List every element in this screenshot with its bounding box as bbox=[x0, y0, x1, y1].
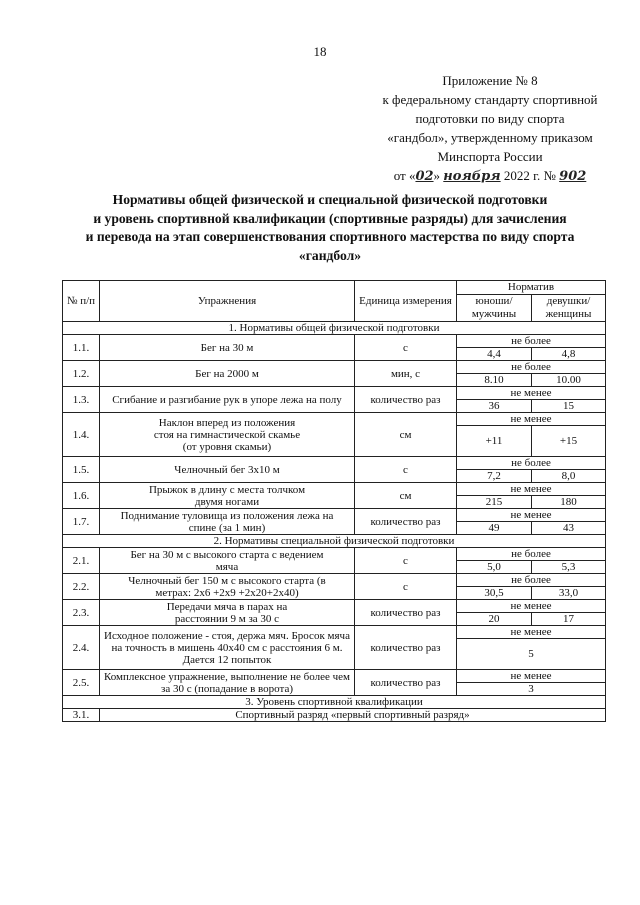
row-exercise: Бег на 30 м bbox=[100, 335, 355, 361]
doc-number-handwritten: 902 bbox=[559, 169, 587, 184]
appendix-line-1: Приложение № 8 bbox=[442, 73, 538, 88]
row-boys-value: 215 bbox=[457, 496, 532, 509]
row-num: 2.3. bbox=[63, 600, 100, 626]
row-girls-value: +15 bbox=[532, 426, 606, 457]
row-unit: с bbox=[355, 335, 457, 361]
row-unit: мин, с bbox=[355, 361, 457, 387]
date-mid: » bbox=[433, 168, 444, 183]
row-exercise: Бег на 2000 м bbox=[100, 361, 355, 387]
date-month-handwritten: ноября bbox=[443, 169, 501, 184]
row-boys-value: 7,2 bbox=[457, 470, 532, 483]
row-condition: не менее bbox=[457, 600, 606, 613]
row-unit: количество раз bbox=[355, 509, 457, 535]
document-title bbox=[40, 191, 620, 265]
row-condition: не менее bbox=[457, 387, 606, 400]
row-girls-value: 17 bbox=[532, 613, 606, 626]
row-condition: не менее bbox=[457, 670, 606, 683]
row-num: 1.2. bbox=[63, 361, 100, 387]
row-exercise: Прыжок в длину с места толчком двумя ногами bbox=[100, 483, 355, 509]
row-num: 1.6. bbox=[63, 483, 100, 509]
header-girls: девушки/ женщины bbox=[532, 295, 606, 322]
appendix-block bbox=[345, 71, 635, 186]
norms-table bbox=[62, 280, 606, 722]
row-exercise: Сгибание и разгибание рук в упоре лежа на полу bbox=[100, 387, 355, 413]
row-exercise: Челночный бег 150 м с высокого старта (в метрах: 2х6 +2х9 +2х20+2х40) bbox=[100, 574, 355, 600]
row-girls-value: 4,8 bbox=[532, 348, 606, 361]
date-prefix: от « bbox=[393, 168, 416, 183]
row-girls-value: 180 bbox=[532, 496, 606, 509]
date-day-handwritten: 02 bbox=[415, 169, 434, 184]
row-exercise: Передачи мяча в парах на расстоянии 9 м за 30 с bbox=[100, 600, 355, 626]
date-year: 2022 г. № bbox=[500, 168, 560, 183]
row-boys-value: 30,5 bbox=[457, 587, 532, 600]
page-number: 18 bbox=[313, 44, 327, 59]
title-line-4: «гандбол» bbox=[298, 247, 362, 263]
row-merged-value: 5 bbox=[457, 639, 606, 670]
row-boys-value: 5,0 bbox=[457, 561, 532, 574]
header-norm: Норматив bbox=[457, 281, 606, 295]
header-exercise: Упражнения bbox=[100, 281, 355, 322]
row-num: 1.3. bbox=[63, 387, 100, 413]
row-unit: с bbox=[355, 457, 457, 483]
row-num: 2.2. bbox=[63, 574, 100, 600]
title-line-3: и перевода на этап совершенствования спортивного мастерства по виду спорта bbox=[85, 229, 575, 244]
row-girls-value: 33,0 bbox=[532, 587, 606, 600]
appendix-line-3: подготовки по виду спорта bbox=[415, 111, 565, 126]
row-num: 3.1. bbox=[63, 709, 100, 722]
row-condition: не более bbox=[457, 361, 606, 374]
row-girls-value: 10.00 bbox=[532, 374, 606, 387]
row-girls-value: 15 bbox=[532, 400, 606, 413]
row-exercise: Наклон вперед из положения стоя на гимнастической скамье (от уровня скамьи) bbox=[100, 413, 355, 457]
row-condition: не более bbox=[457, 335, 606, 348]
appendix-line-4: «гандбол», утвержденному приказом bbox=[387, 130, 593, 145]
header-boys: юноши/ мужчины bbox=[457, 295, 532, 322]
row-condition: не менее bbox=[457, 483, 606, 496]
row-num: 1.4. bbox=[63, 413, 100, 457]
row-num: 1.5. bbox=[63, 457, 100, 483]
row-condition: не менее bbox=[457, 626, 606, 639]
row-num: 1.1. bbox=[63, 335, 100, 361]
row-num: 2.5. bbox=[63, 670, 100, 696]
section-title: 1. Нормативы общей физической подготовки bbox=[63, 322, 606, 335]
row-girls-value: 5,3 bbox=[532, 561, 606, 574]
row-exercise: Бег на 30 м с высокого старта с ведением мяча bbox=[100, 548, 355, 574]
section-title: 3. Уровень спортивной квалификации bbox=[63, 696, 606, 709]
row-condition: не более bbox=[457, 548, 606, 561]
row-boys-value: 8.10 bbox=[457, 374, 532, 387]
row-boys-value: 36 bbox=[457, 400, 532, 413]
row-num: 1.7. bbox=[63, 509, 100, 535]
row-condition: не менее bbox=[457, 413, 606, 426]
appendix-line-5: Минспорта России bbox=[437, 149, 543, 164]
row-unit: см bbox=[355, 413, 457, 457]
title-line-2: и уровень спортивной квалификации (спортивные разряды) для зачисления bbox=[93, 210, 567, 226]
row-num: 2.1. bbox=[63, 548, 100, 574]
row-unit: см bbox=[355, 483, 457, 509]
row-exercise: Исходное положение - стоя, держа мяч. Бросок мяча на точность в мишень 40х40 см с расстояния 6 м. Дается 12 попыток bbox=[100, 626, 355, 670]
appendix-line-2: к федеральному стандарту спортивной bbox=[382, 92, 598, 107]
row-condition: не более bbox=[457, 457, 606, 470]
row-exercise: Комплексное упражнение, выполнение не более чем за 30 с (попадание в ворота) bbox=[100, 670, 355, 696]
row-boys-value: 49 bbox=[457, 522, 532, 535]
row-unit: количество раз bbox=[355, 626, 457, 670]
header-num: № п/п bbox=[63, 281, 100, 322]
row-exercise: Спортивный разряд «первый спортивный разряд» bbox=[100, 709, 606, 722]
row-boys-value: 20 bbox=[457, 613, 532, 626]
row-exercise: Челночный бег 3х10 м bbox=[100, 457, 355, 483]
header-unit: Единица измерения bbox=[355, 281, 457, 322]
row-girls-value: 8,0 bbox=[532, 470, 606, 483]
row-condition: не менее bbox=[457, 509, 606, 522]
row-boys-value: 4,4 bbox=[457, 348, 532, 361]
title-line-1: Нормативы общей физической и специальной физической подготовки bbox=[112, 192, 548, 207]
row-unit: с bbox=[355, 574, 457, 600]
row-merged-value: 3 bbox=[457, 683, 606, 696]
row-unit: количество раз bbox=[355, 600, 457, 626]
row-exercise: Поднимание туловища из положения лежа на спине (за 1 мин) bbox=[100, 509, 355, 535]
row-unit: количество раз bbox=[355, 670, 457, 696]
row-unit: количество раз bbox=[355, 387, 457, 413]
appendix-date-line bbox=[345, 166, 635, 186]
row-condition: не более bbox=[457, 574, 606, 587]
section-title: 2. Нормативы специальной физической подготовки bbox=[63, 535, 606, 548]
row-boys-value: +11 bbox=[457, 426, 532, 457]
row-girls-value: 43 bbox=[532, 522, 606, 535]
row-unit: с bbox=[355, 548, 457, 574]
row-num: 2.4. bbox=[63, 626, 100, 670]
